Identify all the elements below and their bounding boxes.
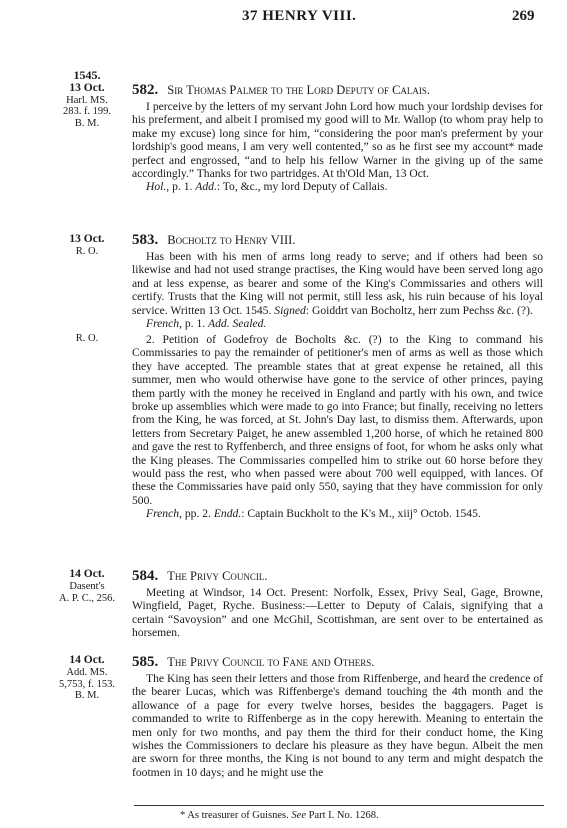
entry-heading: The Privy Council to Fane and Others. [167, 655, 375, 669]
entry-title-582 [132, 82, 542, 98]
margin-note-583 [52, 233, 122, 258]
margin-source: R. O. [75, 333, 99, 344]
entry-endorsement: French, p. 1. Add. Sealed. [146, 317, 267, 331]
margin-note-582 [52, 70, 122, 129]
entry-paragraph: 2. Petition of Godefroy de Bocholts &c. (?) to the King to command his Commissaries to pay the remainder of petitioner's men of arms as well as those which they have accepted. The preamble states that at great expense he retained, all this summer, men who would otherwise have gone to the service of other princes, paying them partly with the money he received in England and partly with his own, and twice broke up assemblies which were made to go into France; but finally, receiving no letters from the King, he was forced, at St. John's Day last, to dismiss them. Afterwards, upon letters from Secretary Paiget, he anew assembled 1,200 horse, of which he retained 800 and gave the rest to Ryffenberch, and three ensigns of foot, for whom he asks only what the King pleases. The Commissaries compelled him to strike out 60 horse before they would pass the rest, who when passed were about 700 well equipped, with lances. Of these the Commissaries have paid only 550, saying that they have commission for only 500. [132, 333, 543, 507]
margin-source: Add. MS. [66, 667, 108, 678]
margin-date: 13 Oct. [69, 81, 105, 94]
margin-source: A. P. C., 256. [58, 592, 115, 604]
entry-endorsement: French, pp. 2. Endd.: Captain Buckholt to the K's M., xiij° Octob. 1545. [146, 507, 481, 521]
entry-body-585 [132, 672, 543, 779]
entry-endorsement: Hol., p. 1. Add.: To, &c., my lord Deputy of Callais. [146, 180, 388, 194]
entry-title-583 [132, 232, 542, 248]
entry-body-583-2 [132, 333, 543, 521]
margin-note-583-2 [52, 333, 122, 345]
margin-source: Dasent's [69, 581, 105, 592]
margin-year: 1545. [73, 68, 101, 82]
margin-note-584 [52, 568, 122, 604]
margin-source: Harl. MS. [66, 94, 108, 106]
margin-source: 5,753, f. 153. [59, 678, 115, 690]
entry-paragraph: The King has seen their letters and those from Riffenberge, and heard the credence of the bearer Lucas, which was Riffenberge's demand touching the 4th month and the allowance of a page for every twelve horses, besides the baggagers. Paget is commanded to write to Riffenberge as in the copy herewith. Meaning to entertain the men only for two months, and pay them the third for their conduct home, the King wishes the Commissioners to declare his pleasure as they have begun. Albeit the men are sworn for three months, the King is not bound to any term and might despatch the footmen in 10 days; and he might use the [132, 672, 543, 779]
entry-heading: Bocholtz to Henry VIII. [167, 233, 296, 247]
entry-number: 584. [132, 568, 159, 584]
entry-title-584 [132, 568, 542, 584]
entry-body-582 [132, 100, 543, 194]
margin-source: 283. f. 199. [62, 106, 112, 117]
entry-number: 585. [132, 654, 159, 670]
page-header [0, 8, 567, 30]
entry-title-585 [132, 654, 542, 670]
entry-paragraph: Has been with his men of arms long ready to serve; and if others had been so likewise and had not used strange practises, the King would have been served long ago and at less expense, as bearer and some of the King's Commissaries and others will certify. Trusts that the King will not permit, still less ask, his ruin because of his loyal service. Written 13 Oct. 1545. Signed: Goiddrt van Bocholtz, herr zum Pechss &c. (?). [132, 250, 543, 317]
margin-date: 13 Oct. [69, 233, 105, 245]
margin-source: B. M. [74, 117, 100, 129]
margin-date: 14 Oct. [69, 568, 105, 580]
entry-number: 583. [132, 232, 159, 248]
entry-heading: The Privy Council. [167, 569, 268, 583]
page-number: 269 [512, 8, 535, 24]
entry-paragraph: Meeting at Windsor, 14 Oct. Present: Norfolk, Essex, Privy Seal, Gage, Browne, Wingfield, Paget, Ryche. Business:—Letter to Deputy of Calais, signifying that a certain “Savoysion” and one McGhil, Scottishman, are sent over to be entertained as horsemen. [132, 586, 543, 640]
entry-paragraph: I perceive by the letters of my servant John Lord how much your lordship devises for his preferment, and albeit I promised my good will to Mr. Wallop (to whom pray help to make my excuse) long since for him, “considering the poor man's preferment by your lordship's good means, I am very well contented,” so as he first see my account* made perfect and engrossed, “and to help his fellow Warner in the giving up of the same accordingly.” Thanks for two partridges. At th'Old Man, 13 Oct. [132, 100, 543, 181]
entry-body-583 [132, 250, 543, 330]
footnote-rule [134, 805, 544, 806]
entry-heading: Sir Thomas Palmer to the Lord Deputy of Calais. [167, 83, 431, 97]
running-title: 37 HENRY VIII. [242, 8, 357, 24]
entry-body-584 [132, 586, 543, 640]
margin-date: 14 Oct. [69, 654, 105, 666]
margin-note-585 [52, 654, 122, 702]
margin-source: R. O. [75, 246, 99, 257]
margin-source: B. M. [74, 690, 100, 701]
entry-number: 582. [132, 82, 159, 98]
footnote: * As treasurer of Guisnes. See Part I. No. 1268. [180, 810, 379, 821]
